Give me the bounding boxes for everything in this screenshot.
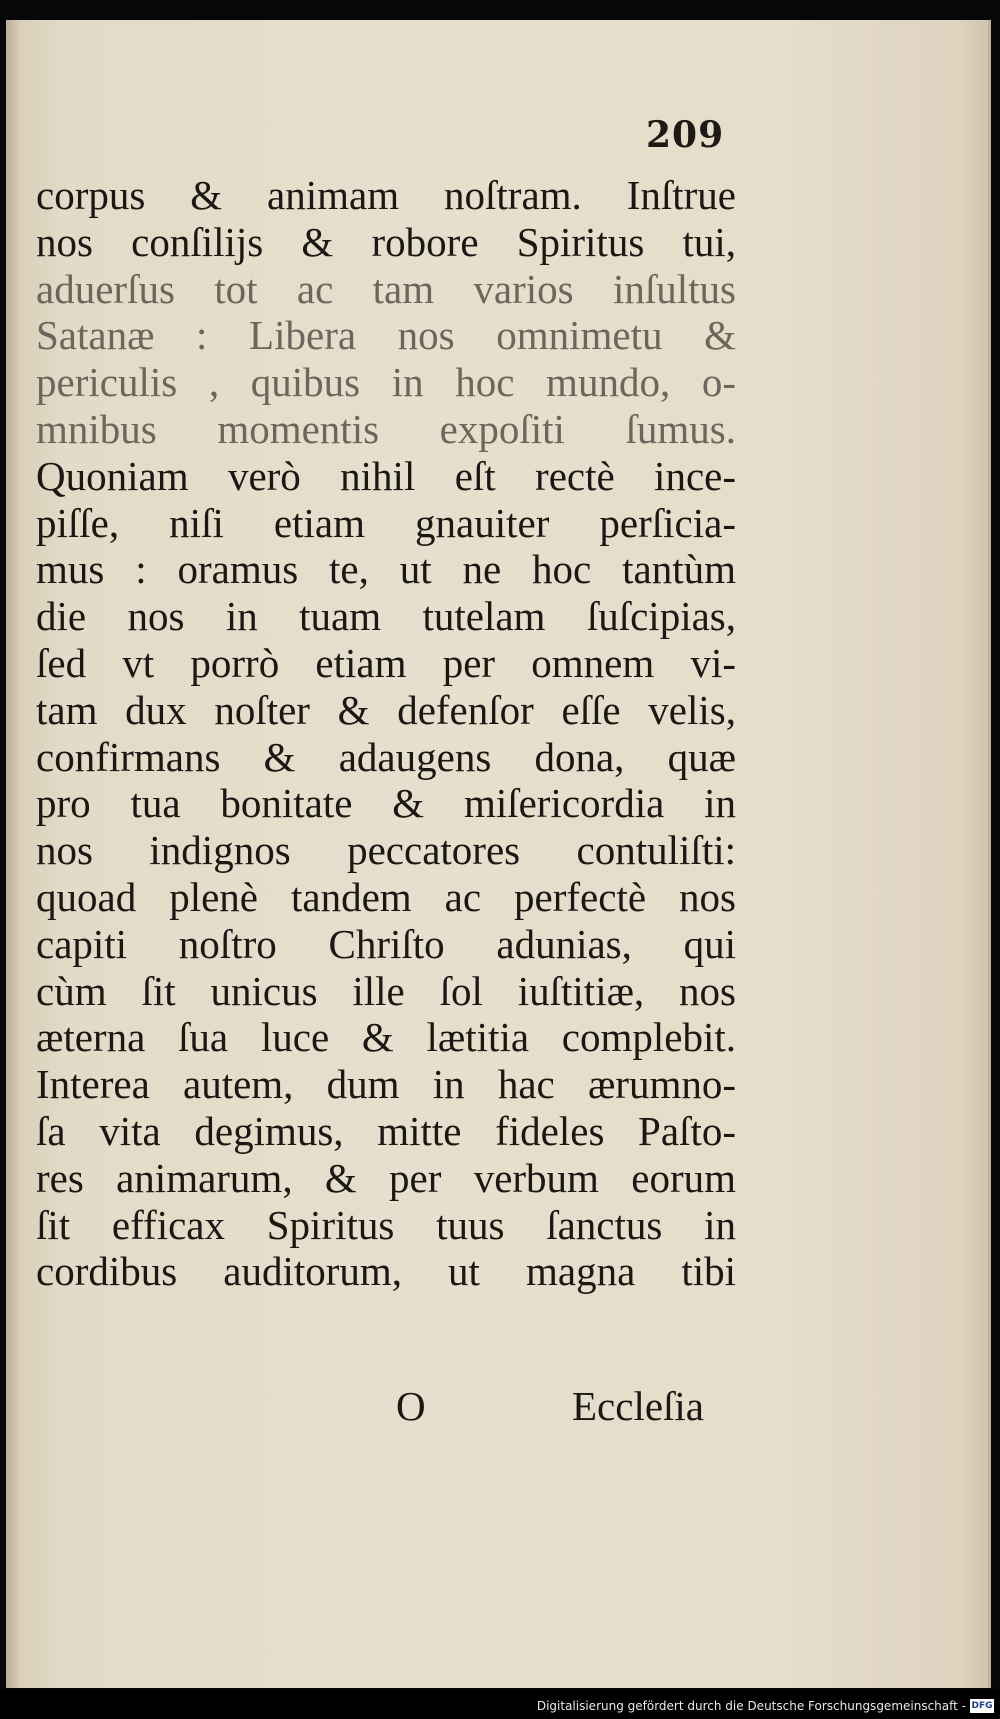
text-line: die nos in tuam tutelam ſuſcipias,	[36, 593, 736, 640]
text-line: corpus & animam noſtram. Inſtrue	[36, 172, 736, 218]
text-line: quoad plenè tandem ac perfectè nos	[36, 873, 736, 920]
text-line: cordibus auditorum, ut magna tibi	[36, 1248, 736, 1295]
text-line: pro tua bonitate & miſericordia in	[36, 780, 736, 827]
funding-credit: Digitalisierung gefördert durch die Deutsche Forschungsgemeinschaft -	[536, 1699, 966, 1713]
page-number: 209	[646, 114, 725, 156]
text-line: Quoniam verò nihil eſt rectè ince-	[36, 452, 736, 499]
text-line: confirmans & adaugens dona, quæ	[36, 733, 736, 780]
signature-mark: O	[396, 1383, 426, 1429]
text-line: nos conſilijs & robore Spiritus tui,	[36, 218, 736, 265]
body-text	[36, 172, 736, 1295]
text-line: capiti noſtro Chriſto adunias, qui	[36, 920, 736, 967]
text-line: cùm ſit unicus ille ſol iuſtitiæ, nos	[36, 967, 736, 1014]
text-line: mnibus momentis expoſiti ſumus.	[36, 405, 736, 452]
book-page	[6, 20, 991, 1688]
footer-bar	[0, 1689, 1000, 1719]
text-line: aduerſus tot ac tam varios inſultus	[36, 265, 736, 312]
text-line: piſſe, niſi etiam gnauiter perſicia-	[36, 499, 736, 546]
text-line: tam dux noſter & defenſor eſſe velis,	[36, 686, 736, 733]
text-line: nos indignos peccatores contuliſti:	[36, 827, 736, 874]
dfg-logo-icon: DFG	[971, 1701, 993, 1711]
text-line: ſed vt porrò etiam per omnem vi-	[36, 639, 736, 686]
text-line: mus : oramus te, ut ne hoc tantùm	[36, 546, 736, 593]
catchword: Eccleſia	[572, 1383, 705, 1429]
text-line: ſit efficax Spiritus tuus ſanctus in	[36, 1201, 736, 1248]
text-line: Satanæ : Libera nos omnimetu &	[36, 312, 736, 359]
text-line: æterna ſua luce & lætitia complebit.	[36, 1014, 736, 1061]
text-line: res animarum, & per verbum eorum	[36, 1154, 736, 1201]
text-line: periculis , quibus in hoc mundo, o-	[36, 359, 736, 406]
text-line: Interea autem, dum in hac ærumno-	[36, 1061, 736, 1108]
text-line: ſa vita degimus, mitte fideles Paſto-	[36, 1107, 736, 1154]
